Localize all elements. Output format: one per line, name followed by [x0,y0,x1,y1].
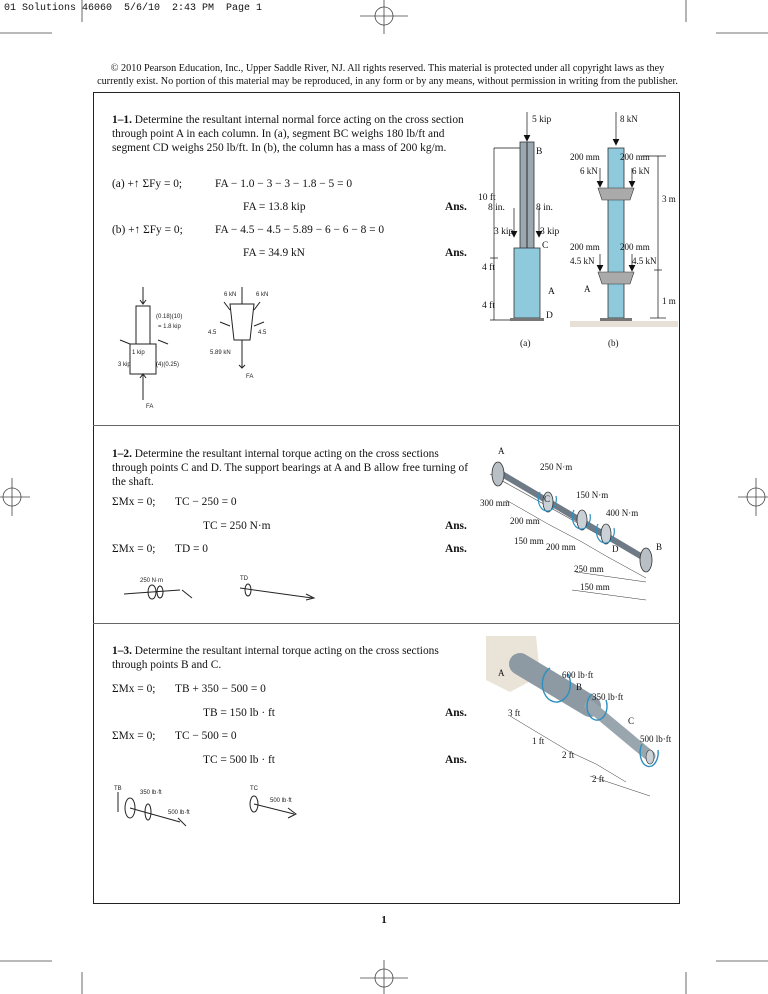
svg-text:250 mm: 250 mm [574,564,604,574]
handwritten-fbd-1-2 [120,572,340,612]
svg-text:3 ft: 3 ft [508,708,521,718]
svg-text:250 N·m: 250 N·m [140,578,164,584]
eq-prefix: ΣMx = 0; [112,543,156,555]
svg-text:200 mm: 200 mm [620,152,650,162]
svg-text:A: A [498,668,505,678]
eq-prefix: ΣMx = 0; [112,683,156,695]
svg-text:A: A [584,284,591,294]
svg-text:5 kip: 5 kip [532,115,552,125]
svg-text:5.89 kN: 5.89 kN [210,350,231,356]
svg-text:3 m: 3 m [662,194,676,204]
problem-1-3-statement [112,644,468,672]
problem-number: 1–2. [112,448,132,460]
svg-text:3 kip: 3 kip [118,362,131,368]
separator-1 [93,425,680,426]
handwritten-fbd-1-1 [118,282,308,412]
svg-text:TB: TB [114,786,122,792]
equation: TB + 350 − 500 = 0 [175,683,266,695]
equation: TC − 250 = 0 [175,496,237,508]
svg-text:350 lb·ft: 350 lb·ft [592,692,624,702]
problem-1-2-statement [112,447,468,489]
problem-number: 1–1. [112,114,132,126]
svg-text:4 ft: 4 ft [482,301,495,311]
svg-text:200 mm: 200 mm [570,242,600,252]
answer-label: Ans. [445,754,467,766]
print-header: 01 Solutions 46060 5/6/10 2:43 PM Page 1 [4,3,263,14]
svg-text:C: C [542,241,549,251]
svg-text:10 ft: 10 ft [478,193,496,203]
eq-prefix: ΣMx = 0; [112,496,156,508]
page-number: 1 [381,914,387,926]
equation: TC = 250 N·m [203,520,271,532]
svg-text:6 kN: 6 kN [224,292,237,298]
svg-text:C: C [544,494,551,504]
figure-1-2-shaft [476,440,676,616]
figure-1-1a-column [476,108,576,348]
copyright-notice: © 2010 Pearson Education, Inc., Upper Saddle River, NJ. All rights reserved. This material is protected under all copyright laws as they currently exist. No portion of this material may be reproduced, in any form or by any means, without permission in writing from the publisher. [97,63,678,87]
svg-text:300 mm: 300 mm [480,498,510,508]
svg-text:200 mm: 200 mm [546,542,576,552]
problem-text: Determine the resultant internal torque acting on the cross sections through points C and D. The support bearings at A and B allow free turning of the shaft. [112,448,469,488]
svg-text:(0.18)(10): (0.18)(10) [156,314,183,320]
equation: TD = 0 [175,543,208,555]
svg-text:3 kip: 3 kip [540,227,560,237]
equation: TB = 150 lb · ft [203,707,275,719]
svg-text:500 lb·ft: 500 lb·ft [640,734,672,744]
equation: FA − 1.0 − 3 − 3 − 1.8 − 5 = 0 [215,178,353,190]
svg-text:FA: FA [146,404,154,410]
svg-text:(a): (a) [520,339,531,348]
svg-text:150 N·m: 150 N·m [576,490,609,500]
svg-text:4 ft: 4 ft [482,263,495,273]
problem-text: Determine the resultant internal torque acting on the cross sections through points B and C. [112,645,439,671]
svg-text:= 1.8 kip: = 1.8 kip [158,324,181,330]
svg-text:4.5: 4.5 [208,330,217,336]
svg-text:8 in.: 8 in. [536,203,553,213]
svg-text:B: B [576,682,583,692]
eq-prefix: (a) +↑ ΣFy = 0; [112,178,183,190]
svg-text:TD: TD [240,576,248,582]
svg-text:600 lb·ft: 600 lb·ft [562,670,594,680]
svg-text:A: A [498,446,505,456]
equation: TC = 500 lb · ft [203,754,275,766]
svg-text:200 mm: 200 mm [570,152,600,162]
equation: FA − 4.5 − 4.5 − 5.89 − 6 − 6 − 8 = 0 [215,224,385,236]
svg-text:1 kip: 1 kip [132,350,145,356]
svg-text:1 m: 1 m [662,296,676,306]
svg-text:4.5: 4.5 [258,330,267,336]
problem-text: Determine the resultant internal normal force acting on the cross section through point A in each column. In (a), segment BC weighs 180 lb/ft and segment CD weighs 250 lb/ft. In (b), the column has a mass of 200 kg/m. [112,114,464,154]
svg-text:400 N·m: 400 N·m [606,508,639,518]
equation: FA = 13.8 kip [243,201,306,213]
svg-text:B: B [536,147,543,157]
problem-1-1-statement [112,113,470,155]
svg-text:350 lb·ft: 350 lb·ft [140,790,162,796]
figure-1-3-shaft [480,636,676,816]
svg-text:250 N·m: 250 N·m [540,462,573,472]
svg-text:D: D [546,311,553,321]
eq-prefix: ΣMx = 0; [112,730,156,742]
svg-text:8 in.: 8 in. [488,203,505,213]
separator-2 [93,623,680,624]
svg-text:6 kN: 6 kN [256,292,269,298]
answer-label: Ans. [445,247,467,259]
handwritten-fbd-1-3 [112,782,342,832]
svg-text:2 ft: 2 ft [592,774,605,784]
svg-text:3 kip: 3 kip [494,227,514,237]
svg-text:4.5 kN: 4.5 kN [570,256,595,266]
answer-label: Ans. [445,707,467,719]
answer-label: Ans. [445,543,467,555]
equation: TC − 500 = 0 [175,730,237,742]
svg-text:B: B [656,542,663,552]
svg-text:(4)(0.25): (4)(0.25) [156,362,180,368]
answer-label: Ans. [445,520,467,532]
equation: FA = 34.9 kN [243,247,305,259]
svg-text:150 mm: 150 mm [514,536,544,546]
svg-text:200 mm: 200 mm [510,516,540,526]
svg-text:C: C [628,716,635,726]
figure-1-1b-column [570,108,678,348]
svg-text:A: A [548,287,555,297]
svg-text:TC: TC [250,786,258,792]
svg-text:1 ft: 1 ft [532,736,545,746]
svg-text:500 lb·ft: 500 lb·ft [270,798,292,804]
svg-text:150 mm: 150 mm [580,582,610,592]
svg-text:200 mm: 200 mm [620,242,650,252]
svg-text:FA: FA [246,374,254,380]
svg-text:6 kN: 6 kN [580,166,598,176]
svg-text:2 ft: 2 ft [562,750,575,760]
svg-text:6 kN: 6 kN [632,166,650,176]
problem-number: 1–3. [112,645,132,657]
svg-text:500 lb·ft: 500 lb·ft [168,810,190,816]
svg-text:(b): (b) [608,338,619,348]
eq-prefix: (b) +↑ ΣFy = 0; [112,224,183,236]
svg-text:8 kN: 8 kN [620,114,638,124]
svg-text:D: D [612,544,619,554]
svg-text:4.5 kN: 4.5 kN [632,256,657,266]
answer-label: Ans. [445,201,467,213]
